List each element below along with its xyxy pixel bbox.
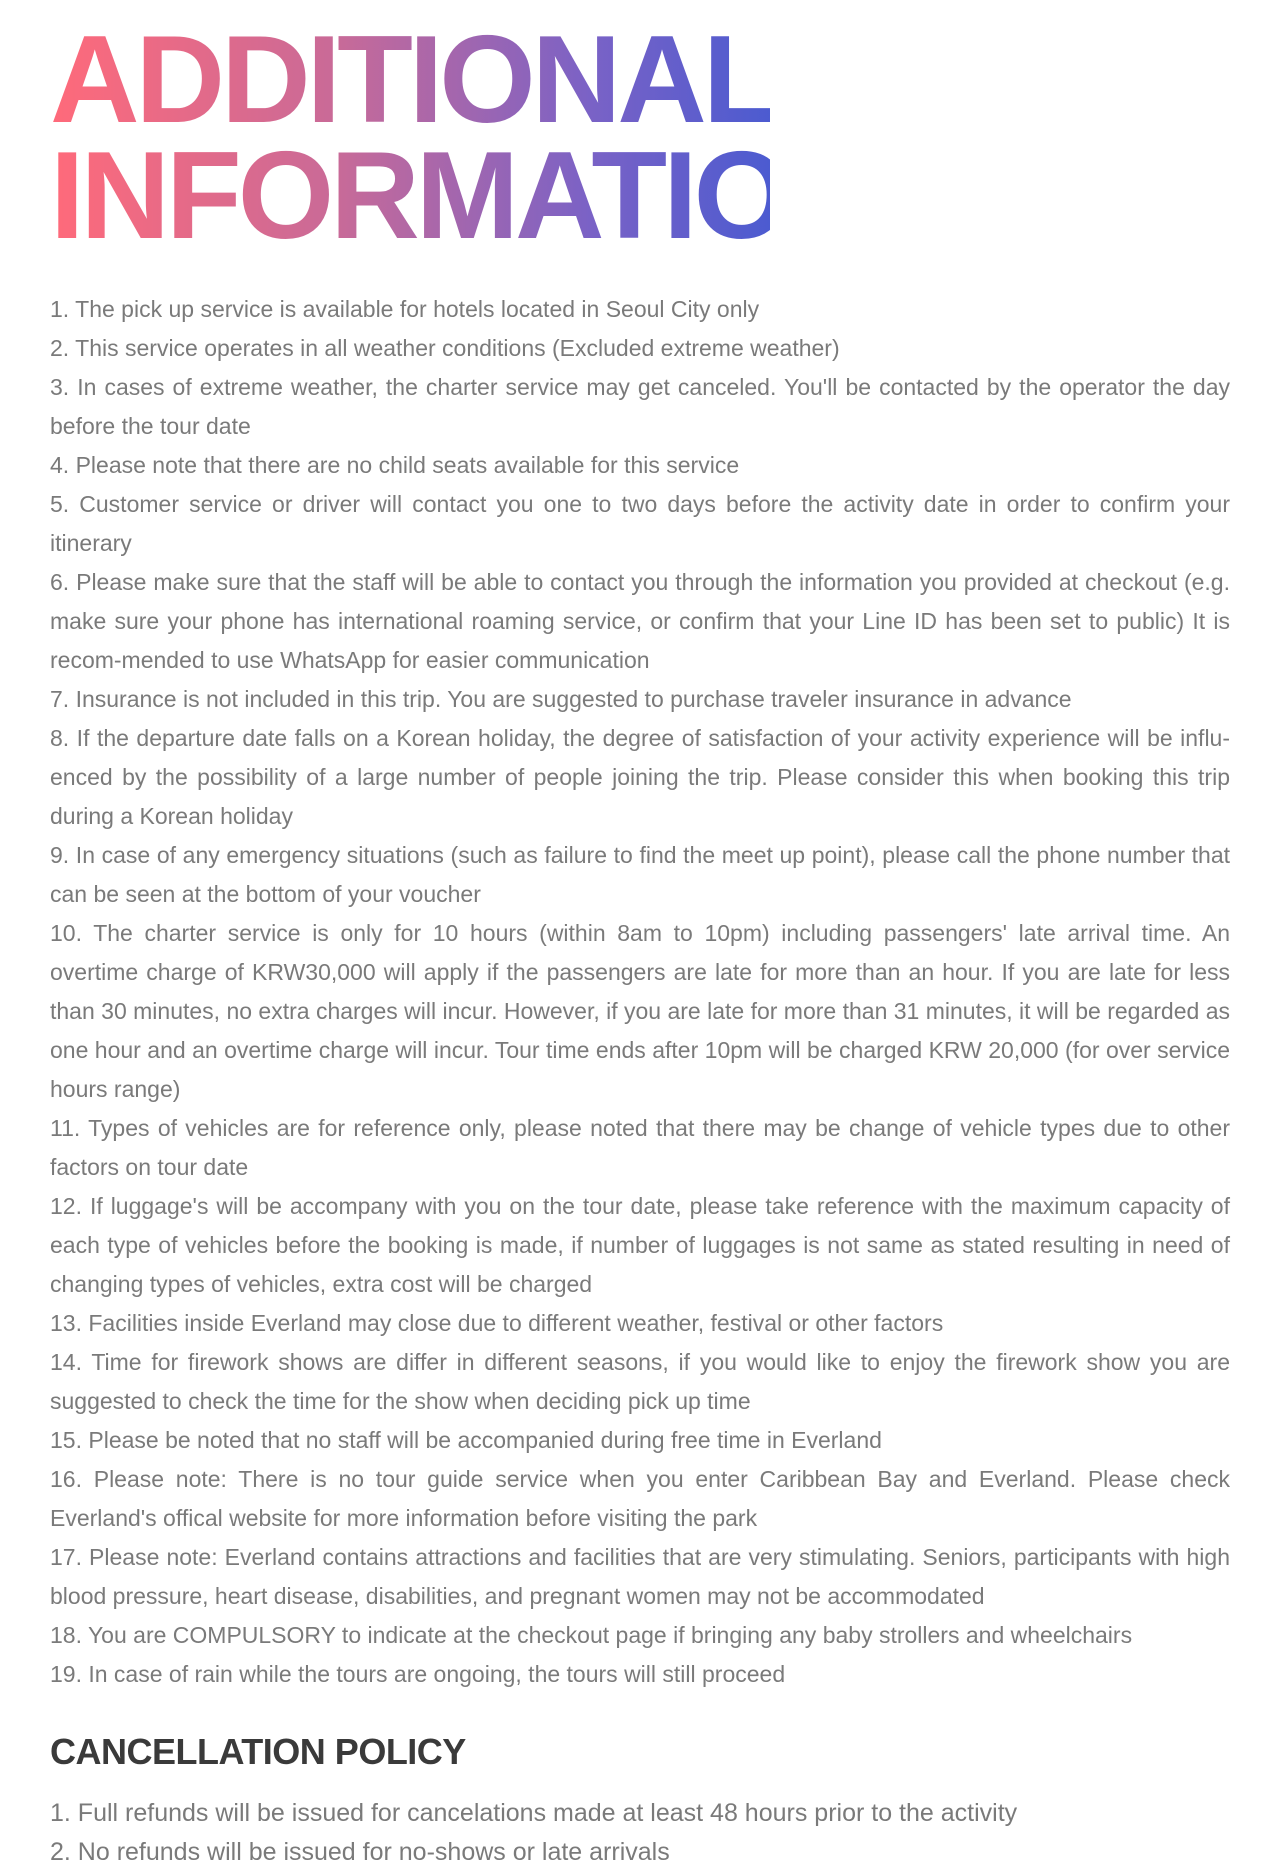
info-item-5: 5. Customer service or driver will contact you one to two days before the activity date in order to confirm your itinerary: [50, 491, 1230, 556]
info-item-19: 19. In case of rain while the tours are ongoing, the tours will still proceed: [50, 1661, 786, 1687]
info-item-9: 9. In case of any emergency situations (such as failure to find the meet up point), please call the phone number that can be seen at the bottom of your voucher: [50, 842, 1230, 907]
cancellation-policy-list: [50, 1794, 1230, 1872]
cancellation-item-2: 2. No refunds will be issued for no-shows or late arrivals: [50, 1838, 670, 1866]
page-title-line2: INFORMATION: [50, 127, 872, 265]
info-item-1: 1. The pick up service is available for hotels located in Seoul City only: [50, 296, 760, 322]
cancellation-item-1: 1. Full refunds will be issued for cancelations made at least 48 hours prior to the activity: [50, 1799, 1018, 1827]
info-item-14: 14. Time for firework shows are differ in different seasons, if you would like to enjoy the firework show you are suggested to check the time for the show when deciding pick up time: [50, 1349, 1230, 1414]
additional-info-list: [50, 290, 1230, 1694]
info-item-4: 4. Please note that there are no child seats available for this service: [50, 452, 740, 478]
info-item-18: 18. You are COMPULSORY to indicate at the checkout page if bringing any baby strollers and wheelchairs: [50, 1622, 1133, 1648]
info-item-7: 7. Insurance is not included in this trip. You are suggested to purchase traveler insurance in advance: [50, 686, 1072, 712]
cancellation-policy-title: CANCELLATION POLICY: [50, 1731, 466, 1772]
info-item-2: 2. This service operates in all weather conditions (Excluded extreme weather): [50, 335, 840, 361]
info-item-13: 13. Facilities inside Everland may close due to different weather, festival or other factors: [50, 1310, 944, 1336]
page-title: [50, 11, 872, 265]
info-item-17: 17. Please note: Everland contains attractions and facilities that are very stimulating. Seniors, participants with high blood pressure, heart disease, disabilities, and pregnant women may not be accommodated: [50, 1544, 1230, 1609]
info-item-10: 10. The charter service is only for 10 hours (within 8am to 10pm) including passengers' late arrival time. An overtime charge of KRW30,000 will apply if the passengers are late for more than an hour. If you are late for less than 30 minutes, no extra charges will incur. However, if you are late for more than 31 minutes, it will be regarded as one hour and an overtime charge will incur. Tour time ends after 10pm will be charged KRW 20,000 (for over service hours range): [50, 920, 1230, 1102]
info-item-8: 8. If the departure date falls on a Korean holiday, the degree of satisfaction of your activity experience will be influ-enced by the possibility of a large number of people joining the trip. Please consider this when booking this trip during a Korean holiday: [50, 725, 1230, 829]
info-item-11: 11. Types of vehicles are for reference only, please noted that there may be change of vehicle types due to other factors on tour date: [50, 1115, 1230, 1180]
info-item-16: 16. Please note: There is no tour guide service when you enter Caribbean Bay and Everland. Please check Everland's offical website for more information before visiting the park: [50, 1466, 1230, 1531]
page-title-line1: ADDITIONAL: [50, 11, 775, 149]
info-item-15: 15. Please be noted that no staff will be accompanied during free time in Everland: [50, 1427, 882, 1453]
info-item-12: 12. If luggage's will be accompany with you on the tour date, please take reference with the maximum capacity of each type of vehicles before the booking is made, if number of luggages is not same as stated resulting in need of changing types of vehicles, extra cost will be charged: [50, 1193, 1230, 1297]
info-item-3: 3. In cases of extreme weather, the charter service may get canceled. You'll be contacted by the operator the day before the tour date: [50, 374, 1230, 439]
info-item-6: 6. Please make sure that the staff will be able to contact you through the information you provided at checkout (e.g. make sure your phone has international roaming service, or confirm that your Line ID has been set to public) It is recom-mended to use WhatsApp for easier communication: [50, 569, 1230, 673]
